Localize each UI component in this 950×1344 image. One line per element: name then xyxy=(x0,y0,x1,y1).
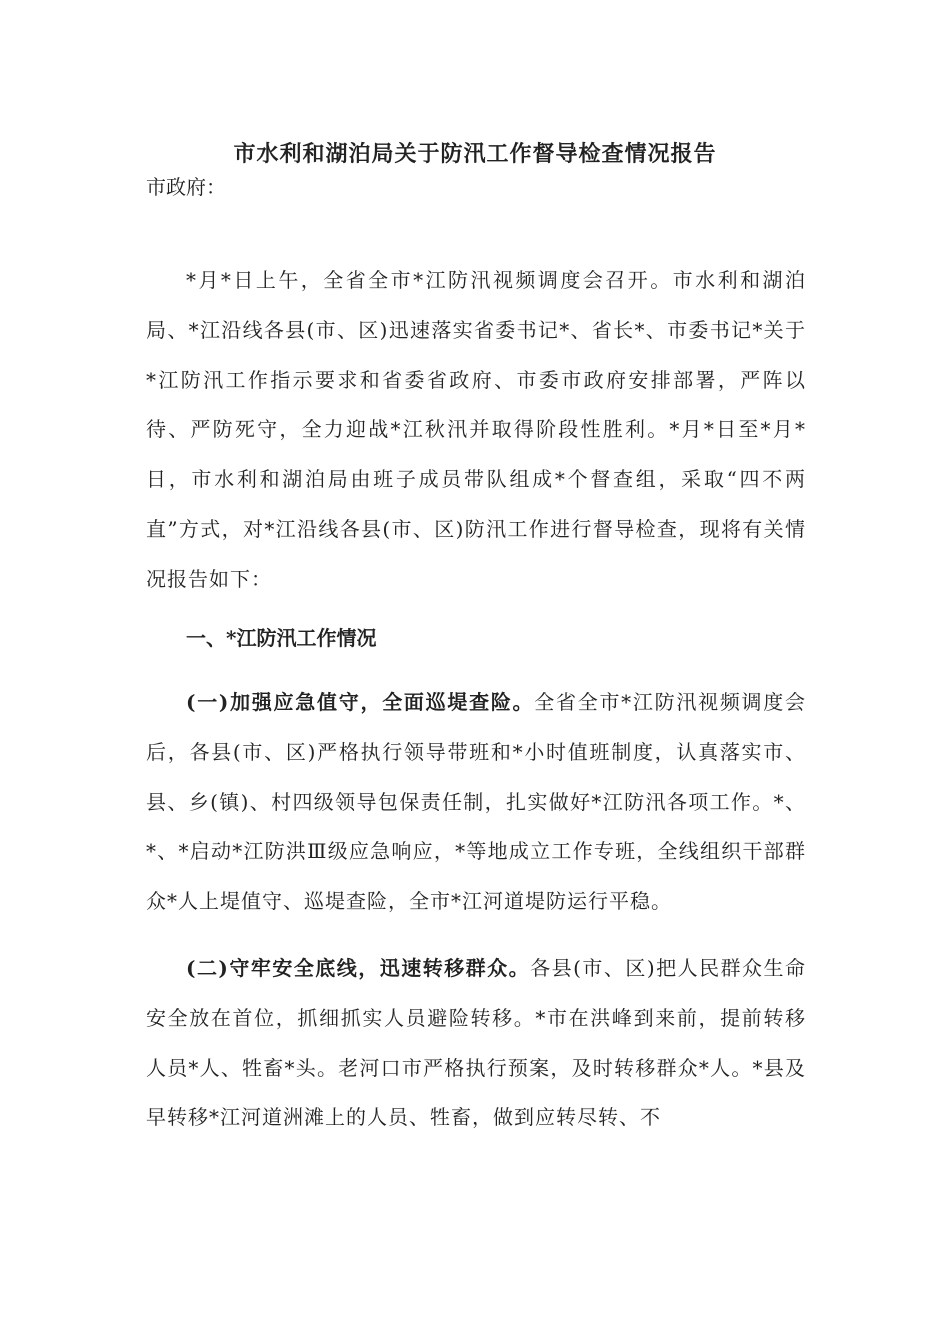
document-title: 市水利和湖泊局关于防汛工作督导检查情况报告 xyxy=(233,141,717,167)
section-paragraph-2 xyxy=(146,944,806,1143)
section-heading: 一、*江防汛工作情况 xyxy=(186,626,377,650)
paragraph-body: 各县(市、区)把人民群众生命安全放在首位，抓细抓实人员避险转移。*市在洪峰到来前，提前转移人员*人、牲畜*头。老河口市严格执行预案，及时转移群众*人。*县及早转移*江河道洲滩上的人员、牲畜，做到应转尽转、不 xyxy=(146,956,806,1130)
intro-paragraph: *月*日上午，全省全市*江防汛视频调度会召开。市水利和湖泊局、*江沿线各县(市、区)迅速落实省委书记*、省长*、市委书记*关于*江防汛工作指示要求和省委省政府、市委市政府安排部署，严阵以待、严防死守，全力迎战*江秋汛并取得阶段性胜利。*月*日至*月*日，市水利和湖泊局由班子成员带队组成*个督查组，采取“四不两直”方式，对*江沿线各县(市、区)防汛工作进行督导检查，现将有关情况报告如下： xyxy=(146,268,806,591)
paragraph-lead: (二)守牢安全底线，迅速转移群众。 xyxy=(186,956,531,980)
paragraph-body: 全省全市*江防汛视频调度会后，各县(市、区)严格执行领导带班和*小时值班制度，认真落实市、县、乡(镇)、村四级领导包保责任制，扎实做好*江防汛各项工作。*、*、*启动*江防洪Ⅲ级应急响应，*等地成立工作专班，全线组织干部群众*人上堤值守、巡堤查险，全市*江河道堤防运行平稳。 xyxy=(146,690,806,914)
section-paragraph-1 xyxy=(146,678,806,927)
salutation: 市政府： xyxy=(146,175,226,199)
paragraph-lead: (一)加强应急值守，全面巡堤查险。 xyxy=(186,690,535,714)
